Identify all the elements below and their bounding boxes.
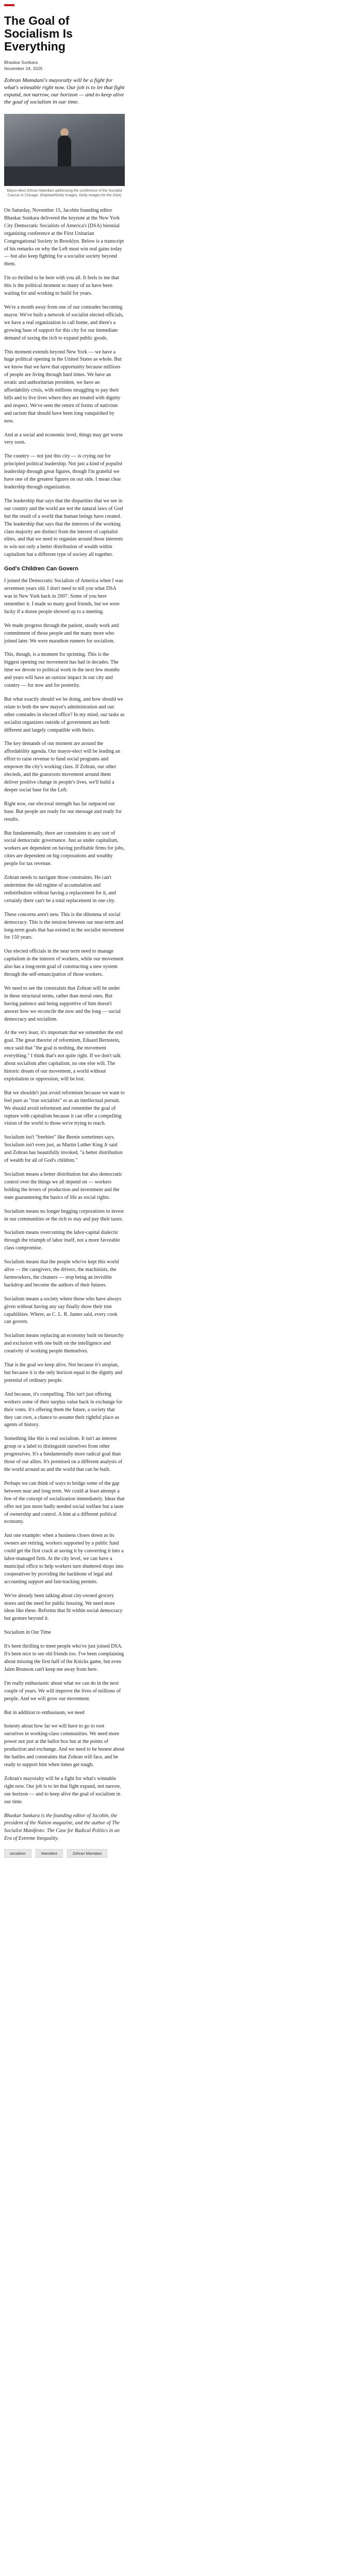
body-paragraph: At the very least, it's important that we remember the end goal. The great theorist of reformism, Eduard Bernstein, once said that "the goal is nothing, the movement everything." I think that's not quite right. If we don't talk about socialism after capitalism, no one else will. The historic dream of our movement, a world without exploitation or oppression, will be lost. [4, 1030, 123, 1082]
body-paragraph: The leadership that says that the disparities that we see in our country and the world are not the natural laws of God but the result of a world that human beings have created. The leadership that says that the interests of the working class majority are distinct from the interest of capitalist elites, and that we need to organize around those interests to win not only a better distribution of wealth within capitalism but a different type of society all together. [4, 498, 123, 558]
body-paragraph: That is the goal we keep alive. Not because it's utopian, but because it is the only horizon equal to the dignity and potential of ordinary people. [4, 1362, 123, 1383]
body-paragraph: But we shouldn't just avoid reformism because we want to feel pure as "true socialists" or as an intellectual pursuit. We should avoid reformism and remember the goal of rupture with capitalism because it can offer a compelling vision of the world to those we're trying to reach. [4, 1090, 125, 1127]
body-paragraph: Socialism means replacing an economy built on hierarchy and exclusion with one built on the intelligence and creativity of working people themselves. [4, 1333, 124, 1354]
body-paragraph: Zohran needs to navigate those constraints. He can't undermine the old regime of accumulation and redistribution without having a replacement for it, and certainly there can't be a total replacement in one city. [4, 875, 116, 904]
body-paragraph: Socialism means that the people who've kept this world alive — the caregivers, the drivers, the machinists, the farmworkers, the cleaners — stop being an invisible backdrop and become the authors of their futures. [4, 1259, 119, 1288]
tag-chip[interactable]: socialism [4, 1849, 31, 1858]
body-paragraph: This moment extends beyond New York — we have a huge political opening in the United States as whole. But we know that we have that opportunity because millions of people are living through hard times. We have an erratic and authoritarian president, we have an affordability crisis, with millions struggling to pay their bills and to live lives where they are treated with dignity and respect. We've seen the return of forms of nativism and racism that should have been long vanquished by now. [4, 349, 122, 424]
body-paragraph: The key demands of our moment are around the affordability agenda. Our mayor-elect will be leading an effort to raise revenue to fund social programs and empower the city's working class. If Zohran, our other electeds, and the grassroots movement around them deliver positive change in people's lives, we'll build a deeper social base for the Left. [4, 741, 121, 793]
photo-stage [4, 166, 125, 186]
body-paragraph: Socialism means overcoming the labor-capital dialectic through the triumph of labor itself, not a more favorable class compromise. [4, 1230, 120, 1251]
body-paragraph: We need to see the constraints that Zohran will be under in these structural terms, rather than moral ones. But having patience and being supportive of him doesn't answer how we reconcile the now and the long — social democracy and socialism. [4, 985, 121, 1022]
brand-accent-bar [4, 4, 14, 6]
photo-caption: Mayor-elect Zohran Mamdani addressing the conference of the Socialist Caucus in Chicago. (Raphael/Getty Images, Getty Images for the DSA) [7, 189, 122, 197]
body-paragraph: Our elected officials in the near term need to manage capitalism in the interest of workers, while our movement also has a long-term goal of constructing a new system through the self-emancipation of those workers. [4, 948, 124, 978]
body-paragraph: And because, it's compelling. This isn't just offering workers some of their surplus value back in exchange for their votes. It's offering them the future, a society that they can own, a chance to assume their rightful place as agents of history. [4, 1391, 123, 1428]
body-paragraph: But what exactly should we be doing, and how should we relate to both the new mayor's administration and our other comrades in elected office? In my mind, our tasks as socialist organizers outside of government are both different and largely compatible with theirs. [4, 696, 125, 733]
body-paragraph: Socialism means no longer begging corporations to invest in our communities or the rich to stay and pay their taxes. [4, 1208, 124, 1222]
body-paragraph: The country — not just this city — is crying out for principled political leadership. Not just a kind of populist leadership through great figures, though I'm grateful we have one of the greatest figures on our side. I mean clear leadership through organization. [4, 453, 123, 490]
body-paragraph: We made progress through the patient, steady work and commitment of those people and the many more who joined later. We were marathon runners for socialism. [4, 622, 119, 644]
byline [4, 59, 125, 72]
body-paragraph: I'm really enthusiastic about what we can do in the next couple of years. We will improve the lives of millions of people. And we will grow our movement. [4, 1680, 121, 1702]
tag-list [4, 1849, 125, 1858]
tag-chip[interactable]: Zohran Mamdani [67, 1849, 108, 1858]
photo-speaker [58, 135, 71, 166]
body-paragraph: Socialism means a society where those who have always given without having any say finally show their true capabilities. Where, as C. L. R. James said, every cook can govern. [4, 1296, 122, 1325]
body-paragraph: On Saturday, November 15, Jacobin founding editor Bhaskar Sunkara delivered the keynote at the New York City Democratic Socialists of America's (DSA) biennial organizing conference at the First Unitarian Congregational Society in Brooklyn. Below is a transcript of his remarks on why the Left must win real gains today — but also keep fighting for a socialist society beyond them. [4, 208, 124, 267]
article-dek: Zohran Mamdani's mayoralty will be a fight for what's winnable right now. Our job is to let that fight expand, not narrow, our horizon — and to keep alive the goal of socialism in our time. [4, 77, 125, 105]
body-paragraph: These concerns aren't new. This is the dilemma of social democracy. This is the tension between our near-term and long-term goals that has existed in the socialist movement for 150 years. [4, 911, 124, 941]
article-headline: The Goal of Socialism Is Everything [4, 14, 73, 53]
section-heading: God's Children Can Govern [4, 566, 78, 572]
body-paragraph: This, though, is a moment for sprinting. This is the biggest opening our movement has had in decades. The time we devote to political work in the next few months and years will have an outsize impact in our city and country — for now and for posterity. [4, 652, 120, 689]
body-paragraph: Zohran's mayoralty will be a fight for what's winnable right now. Our job is to let that fight expand, not narrow, our horizon — and to keep alive the goal of socialism in our time. [4, 1775, 121, 1805]
body-paragraph: But in addition to enthusiasm, we need [4, 1709, 85, 1716]
author-bio: Bhaskar Sunkara is the founding editor of Jacobin, the president of the Nation magazine, and the author of The Socialist Manifesto: The Case for Radical Politics in an Era of Extreme Inequality. [4, 1812, 120, 1842]
body-paragraph: We've already been talking about city-owned grocery stores and the need for public housing. We need more ideas like these. Reforms that fit within social democracy but gesture beyond it. [4, 1592, 123, 1622]
author-name[interactable]: Bhaskar Sunkara [4, 60, 38, 65]
body-paragraph: Socialism means a better distribution but also democratic control over the things we all depend on — workers holding the levers of production and investment and the state guaranteeing the basics of life as social rights. [4, 1171, 123, 1200]
body-paragraph: Right now, our electoral strength has far outpaced our base. But people are ready for our message and ready for results. [4, 801, 122, 822]
body-paragraph: honesty about how far we will have to go to root ourselves in working-class communities. We need more power not just at the ballot box but at the points of production and exchange. And we need to be honest about the battles and constraints that Zohran will face, and be ready to support him when times get tough. [4, 1723, 125, 1768]
tag-chip[interactable]: Mamdani [36, 1849, 63, 1858]
article-body [4, 207, 125, 1843]
hero-photo [4, 114, 125, 186]
body-paragraph: I'm so thrilled to be here with you all. It feels to me that this is the political moment so many of us have been waiting for and working to build for years. [4, 275, 119, 297]
body-paragraph: But fundamentally, there are constraints to any sort of social democratic governance. Just as under capitalism, workers are dependent on having profitable firms for jobs, cities are dependent on big corporations and wealthy people for tax revenue. [4, 830, 125, 867]
publish-date: November 24, 2025 [4, 66, 43, 71]
body-paragraph: Socialism in Our Time [4, 1630, 51, 1636]
body-paragraph: Perhaps we can think of ways to bridge some of the gap between near and long term. We could at least attempt a few of the concept of socialization immediately. Ideas that offer not just more badly needed social welfare but a taste of ownership and control. A hint at a different political economy. [4, 1480, 125, 1525]
body-paragraph: It's been thrilling to meet people who've just joined DSA. It's been nice to see old friends too. I've been complaining about missing the first half of the Knicks game, but even Jalen Brunson can't keep me away from here. [4, 1643, 124, 1672]
body-paragraph: We're a month away from one of our comrades becoming mayor. We've built a network of socialist elected officials, we have a real organization to call home, and there's a growing base of support for this city for our immediate demand of taxing the rich to expand public goods. [4, 304, 124, 341]
body-paragraph: And at a social and economic level, things may get worse very soon. [4, 432, 123, 446]
body-paragraph: I joined the Democratic Socialists of America when I was seventeen years old. I don't need to tell you what DSA was in New York back in 2007. Some of you here remember it. I made so many good friends, but we were lucky if a dozen people showed up to a meeting. [4, 578, 123, 615]
article [4, 10, 125, 1858]
body-paragraph: Something like this is real socialism. It isn't an interest group or a label to distinguish ourselves from other progressives. It's a fundamentally more radical goal than those of our allies. It's premised on a different analysis of the world around us and the world that can be built. [4, 1436, 123, 1472]
body-paragraph: Socialism isn't "freebies" like Bernie sometimes says. Socialism isn't even just, as Martin Luther King Jr said and Zohran has beautifully invoked, "a better distribution of wealth for all of God's children." [4, 1134, 123, 1164]
body-paragraph: Just one example: when a business closes down as its owners are retiring, workers supported by a public fund could get the first crack at saving it by converting it into a labor-managed firm. At the city level, we can have a municipal office to help workers turn shuttered shops into cooperatives by providing the backbone of legal and accounting support and fast-tracking permits. [4, 1533, 124, 1585]
